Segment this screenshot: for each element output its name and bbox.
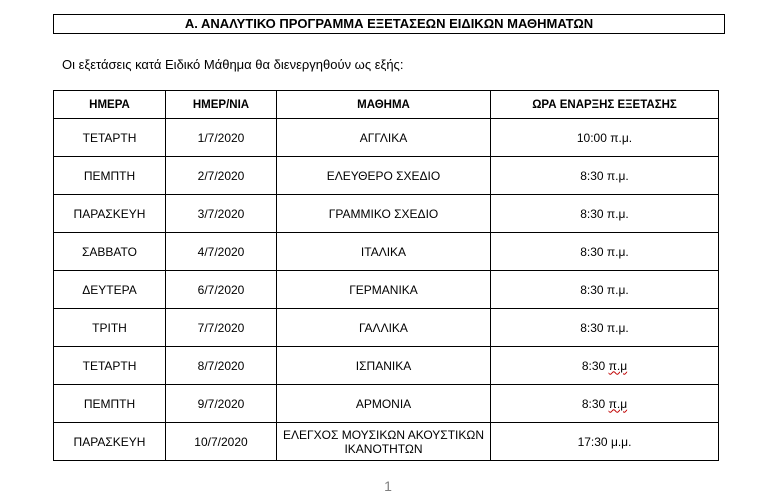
subject-cell: ΑΡΜΟΝΙΑ — [277, 385, 491, 423]
time-cell — [491, 423, 719, 461]
time-value: 8:30 — [580, 206, 604, 221]
time-suffix: π.μ. — [606, 320, 629, 335]
time-suffix: π.μ — [608, 358, 628, 373]
intro-text: Οι εξετάσεις κατά Ειδικό Μάθημα θα διενεργηθούν ως εξής: — [62, 57, 404, 72]
table-row — [54, 119, 719, 157]
header-subject: ΜΑΘΗΜΑ — [277, 91, 491, 119]
time-value: 8:30 — [580, 282, 604, 297]
time-value: 8:30 — [580, 168, 604, 183]
time-cell — [491, 233, 719, 271]
subject-cell: ΓΡΑΜΜΙΚΟ ΣΧΕΔΙΟ — [277, 195, 491, 233]
day-cell: ΠΑΡΑΣΚΕΥΗ — [54, 423, 166, 461]
exam-schedule-table — [53, 90, 719, 461]
table-row — [54, 157, 719, 195]
time-value: 8:30 — [581, 358, 606, 373]
time-cell — [491, 195, 719, 233]
time-value: 10:00 — [576, 130, 607, 145]
page-number: 1 — [384, 478, 392, 494]
table-row — [54, 233, 719, 271]
time-suffix: π.μ. — [606, 168, 629, 183]
table-row — [54, 271, 719, 309]
time-cell — [491, 347, 719, 385]
subject-cell: ΓΑΛΛΙΚΑ — [277, 309, 491, 347]
time-value: 8:30 — [580, 320, 604, 335]
subject-cell: ΕΛΕΥΘΕΡΟ ΣΧΕΔΙΟ — [277, 157, 491, 195]
subject-cell: ΙΣΠΑΝΙΚΑ — [277, 347, 491, 385]
subject-cell: ΙΤΑΛΙΚΑ — [277, 233, 491, 271]
time-cell — [491, 385, 719, 423]
date-cell: 7/7/2020 — [166, 309, 277, 347]
date-cell: 6/7/2020 — [166, 271, 277, 309]
table-row — [54, 195, 719, 233]
time-suffix: π.μ — [608, 396, 628, 411]
document-title: Α. ΑΝΑΛΥΤΙΚΟ ΠΡΟΓΡΑΜΜΑ ΕΞΕΤΑΣΕΩΝ ΕΙΔΙΚΩΝ ΜΑΘΗΜΑΤΩΝ — [53, 14, 725, 34]
time-value: 8:30 — [581, 396, 606, 411]
date-cell: 4/7/2020 — [166, 233, 277, 271]
time-cell — [491, 271, 719, 309]
time-value: 17:30 — [577, 434, 608, 449]
header-date: ΗΜΕΡ/ΝΙΑ — [166, 91, 277, 119]
table-row — [54, 309, 719, 347]
time-cell — [491, 157, 719, 195]
time-suffix: π.μ. — [606, 282, 629, 297]
date-cell: 3/7/2020 — [166, 195, 277, 233]
header-day: ΗΜΕΡΑ — [54, 91, 166, 119]
day-cell: ΣΑΒΒΑΤΟ — [54, 233, 166, 271]
day-cell: ΔΕΥΤΕΡΑ — [54, 271, 166, 309]
subject-cell: ΑΓΓΛΙΚΑ — [277, 119, 491, 157]
table-row — [54, 347, 719, 385]
day-cell: ΠΕΜΠΤΗ — [54, 385, 166, 423]
time-suffix: μ.μ. — [610, 434, 632, 449]
day-cell: ΠΕΜΠΤΗ — [54, 157, 166, 195]
time-value: 8:30 — [580, 244, 604, 259]
time-cell — [491, 309, 719, 347]
day-cell: ΤΡΙΤΗ — [54, 309, 166, 347]
table-header-row — [54, 91, 719, 119]
time-suffix: π.μ. — [610, 130, 633, 145]
header-start-time: ΩΡΑ ΕΝΑΡΞΗΣ ΕΞΕΤΑΣΗΣ — [491, 91, 719, 119]
date-cell: 8/7/2020 — [166, 347, 277, 385]
table-row — [54, 423, 719, 461]
day-cell: ΤΕΤΑΡΤΗ — [54, 119, 166, 157]
time-suffix: π.μ. — [606, 244, 629, 259]
date-cell: 10/7/2020 — [166, 423, 277, 461]
subject-cell: ΓΕΡΜΑΝΙΚΑ — [277, 271, 491, 309]
time-suffix: π.μ. — [606, 206, 629, 221]
subject-cell: ΕΛΕΓΧΟΣ ΜΟΥΣΙΚΩΝ ΑΚΟΥΣΤΙΚΩΝ ΙΚΑΝΟΤΗΤΩΝ — [277, 423, 491, 461]
day-cell: ΠΑΡΑΣΚΕΥΗ — [54, 195, 166, 233]
date-cell: 1/7/2020 — [166, 119, 277, 157]
table-row — [54, 385, 719, 423]
date-cell: 9/7/2020 — [166, 385, 277, 423]
time-cell — [491, 119, 719, 157]
day-cell: ΤΕΤΑΡΤΗ — [54, 347, 166, 385]
date-cell: 2/7/2020 — [166, 157, 277, 195]
